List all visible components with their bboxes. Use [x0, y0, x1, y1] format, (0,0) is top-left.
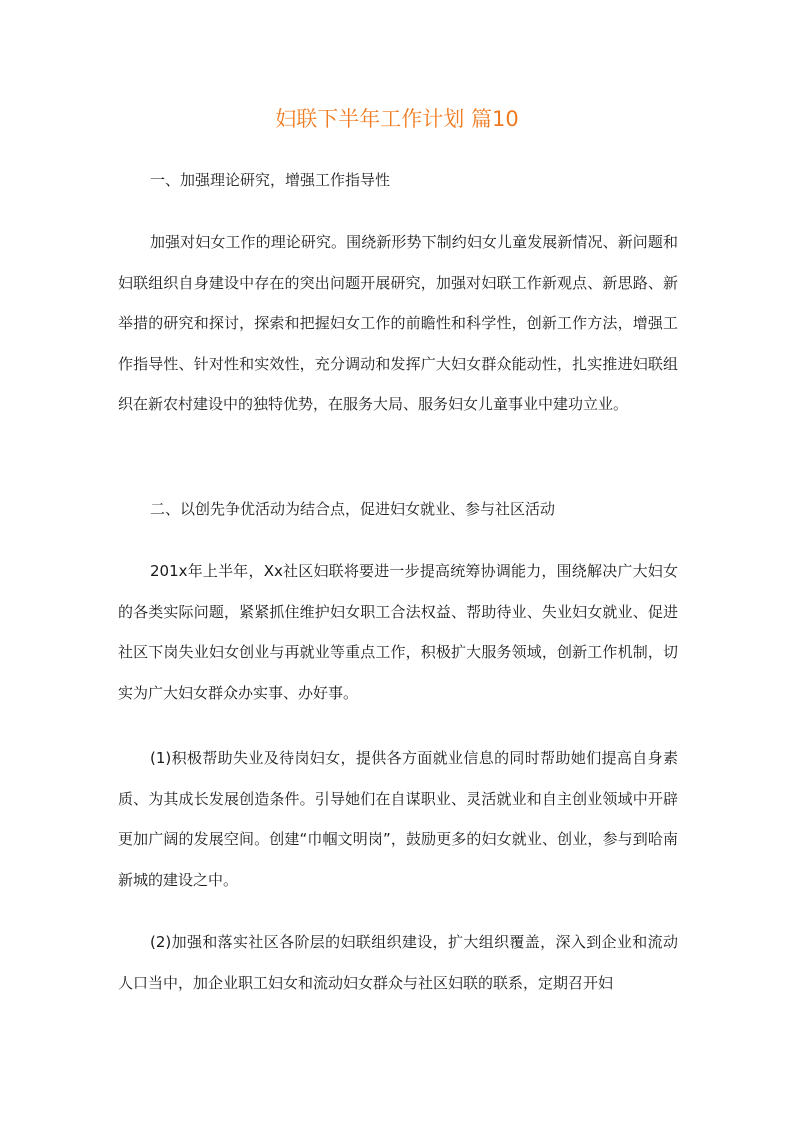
section-heading-1: 一、加强理论研究，增强工作指导性 [150, 171, 391, 189]
section-heading-2: 二、以创先争优活动为结合点，促进妇女就业、参与社区活动 [150, 500, 556, 518]
paragraph-1: 加强对妇女工作的理论研究。围绕新形势下制约妇女儿童发展新情况、新问题和妇联组织自身建设中存在的突出问题开展研究，加强对妇联工作新观点、新思路、新举措的研究和探讨，探索和把握妇女工作的前瞻性和科学性，创新工作方法，增强工作指导性、针对性和实效性，充分调动和发挥广大妇女群众能动性，扎实推进妇联组织在新农村建设中的独特优势，在服务大局、服务妇女儿童事业中建功立业。 [118, 233, 678, 414]
document-title: 妇联下半年工作计划 篇10 [275, 107, 519, 131]
paragraph-2: 201x年上半年，Xx社区妇联将要进一步提高统筹协调能力，围绕解决广大妇女的各类实际问题，紧紧抓住维护妇女职工合法权益、帮助待业、失业妇女就业、促进社区下岗失业妇女创业与再就业等重点工作，积极扩大服务领域，创新工作机制，切实为广大妇女群众办实事、办好事。 [118, 562, 678, 702]
paragraph-3: (1)积极帮助失业及待岗妇女，提供各方面就业信息的同时帮助她们提高自身素质、为其成长发展创造条件。引导她们在自谋职业、灵活就业和自主创业领域中开辟更加广阔的发展空间。创建“巾帼文明岗”，鼓励更多的妇女就业、创业，参与到哈南新城的建设之中。 [118, 749, 678, 889]
paragraph-4: (2)加强和落实社区各阶层的妇联组织建设，扩大组织覆盖，深入到企业和流动人口当中，加企业职工妇女和流动妇女群众与社区妇联的联系，定期召开妇 [118, 933, 678, 992]
